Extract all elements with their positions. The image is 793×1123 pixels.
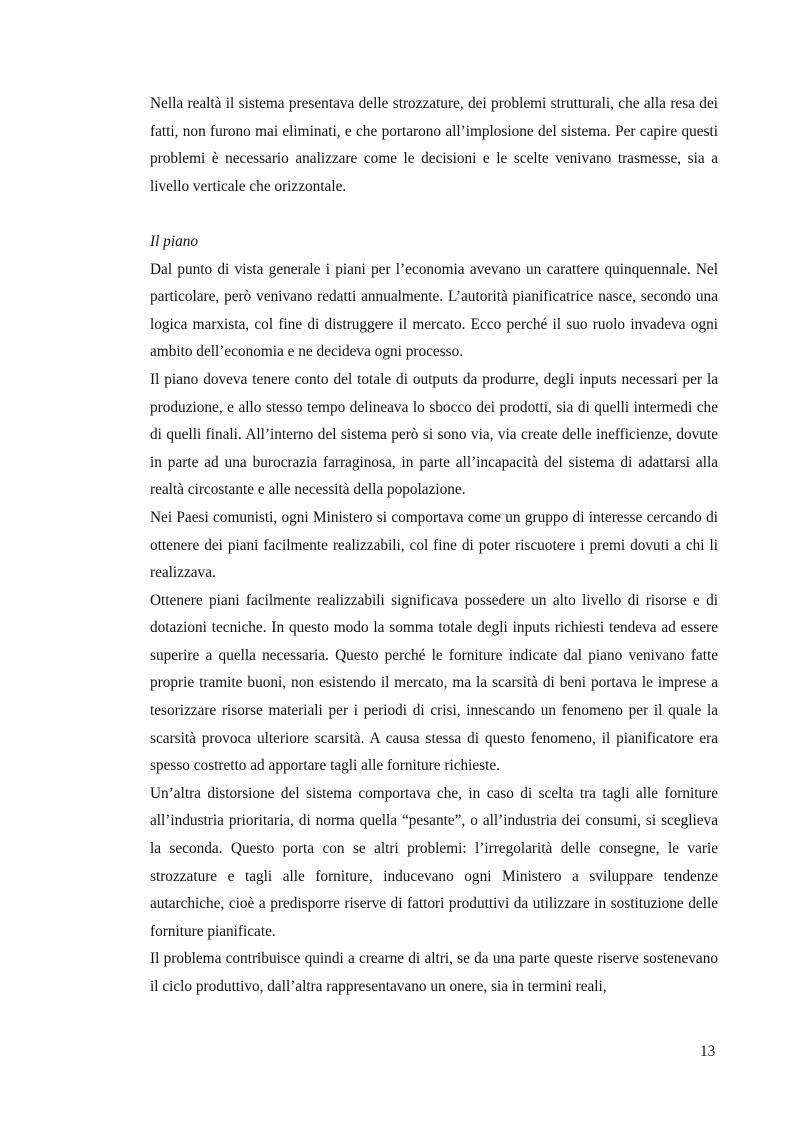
paragraph-3: Nei Paesi comunisti, ogni Ministero si comportava come un gruppo di interesse cercando di ottenere dei piani facilmente realizzabili, col fine di poter riscuotere i premi dovuti a chi li realizzava.: [150, 508, 718, 582]
paragraph-4: Ottenere piani facilmente realizzabili significava possedere un alto livello di risorse e di dotazioni tecniche. In questo modo la somma totale degli inputs richiesti tendeva ad essere superire a quella necessaria. Questo perché le forniture indicate dal piano venivano fatte proprie tramite buoni, non esistendo il mercato, ma la scarsità di beni portava le imprese a tesorizzare risorse materiali per i periodi di crisi, innescando un fenomeno per il quale la scarsità provoca ulteriore scarsità. A causa stessa di questo fenomeno, il pianificatore era spesso costretto ad apportare tagli alle forniture richieste.: [150, 591, 718, 775]
page-number: 13: [700, 1043, 716, 1060]
paragraph-6: Il problema contribuisce quindi a crearne di altri, se da una parte queste riserve sostenevano il ciclo produttivo, dall’altra rappresentavano un onere, sia in termini reali,: [150, 950, 718, 995]
section-spacer: [150, 200, 718, 228]
paragraph-2: Il piano doveva tenere conto del totale di outputs da produrre, degli inputs necessari per la produzione, e allo stesso tempo delineava lo sbocco dei prodotti, sia di quelli intermedi che di quelli finali. All’interno del sistema però si sono via, via create delle inefficienze, dovute in parte ad una burocrazia farraginosa, in parte all’incapacità del sistema di adattarsi alla realtà circostante e alle necessità della popolazione.: [150, 370, 718, 499]
paragraph-1: Dal punto di vista generale i piani per l’economia avevano un carattere quinquennale. Nel particolare, però venivano redatti annualmente. L’autorità pianificatrice nasce, secondo una logica marxista, col fine di distruggere il mercato. Ecco perché il suo ruolo invadeva ogni ambito dell’economia e ne decideva ogni processo.: [150, 260, 718, 361]
section-heading: Il piano: [150, 232, 199, 250]
page-body: [150, 90, 718, 1001]
paragraph-5: Un’altra distorsione del sistema comportava che, in caso di scelta tra tagli alle forniture all’industria prioritaria, di norma quella “pesante”, o all’industria dei consumi, si sceglieva la seconda. Questo porta con se altri problemi: l’irregolarità delle consegne, le varie strozzature e tagli alle forniture, inducevano ogni Ministero a sviluppare tendenze autarchiche, cioè a predisporre riserve di fattori produttivi da utilizzare in sostituzione delle forniture pianificate.: [150, 784, 718, 940]
intro-paragraph: Nella realtà il sistema presentava delle strozzature, dei problemi strutturali, che alla resa dei fatti, non furono mai eliminati, e che portarono all’implosione del sistema. Per capire questi problemi è necessario analizzare come le decisioni e le scelte venivano trasmesse, sia a livello verticale che orizzontale.: [150, 95, 718, 195]
